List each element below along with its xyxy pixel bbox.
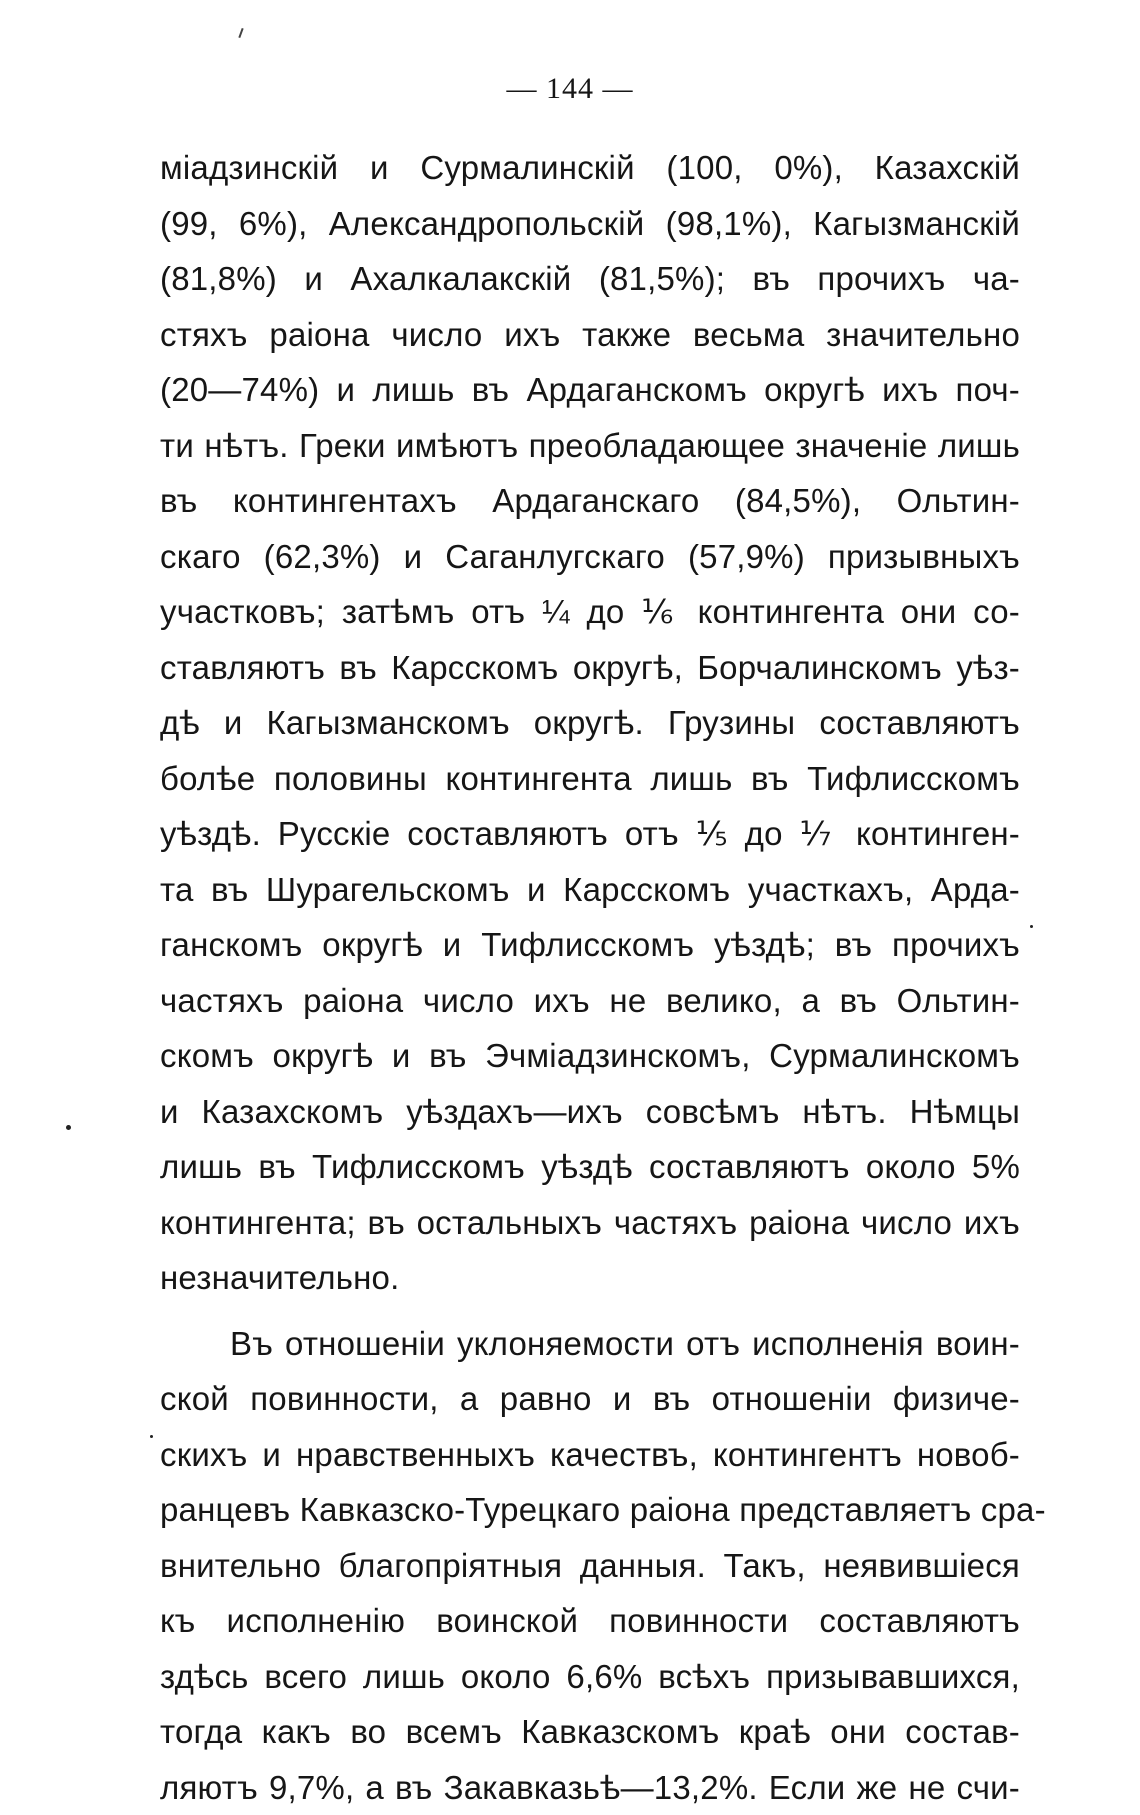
text-line: уѣздѣ. Русскіе составляютъ отъ ⅕ до ⅐ континген- bbox=[160, 806, 1020, 862]
text-line: ставляютъ въ Карсскомъ округѣ, Борчалинскомъ уѣз- bbox=[160, 640, 1020, 696]
ink-speck bbox=[66, 1125, 71, 1130]
ink-speck bbox=[150, 1435, 153, 1438]
text-line: скомъ округѣ и въ Эчміадзинскомъ, Сурмалинскомъ bbox=[160, 1028, 1020, 1084]
text-line: здѣсь всего лишь около 6,6% всѣхъ призывавшихся, bbox=[160, 1649, 1020, 1705]
text-line: ти нѣтъ. Греки имѣютъ преобладающее значеніе лишь bbox=[160, 418, 1020, 474]
text-line: лишь въ Тифлисскомъ уѣздѣ составляютъ около 5% bbox=[160, 1139, 1020, 1195]
text-line: скаго (62,3%) и Саганлугскаго (57,9%) призывныхъ bbox=[160, 529, 1020, 585]
text-line: частяхъ раіона число ихъ не велико, а въ Ольтин- bbox=[160, 973, 1020, 1029]
text-line: ляютъ 9,7%, а въ Закавказьѣ—13,2%. Если же не счи- bbox=[160, 1760, 1020, 1815]
text-line: скихъ и нравственныхъ качествъ, контингентъ новоб- bbox=[160, 1427, 1020, 1483]
paragraph-end-line: незначительно. bbox=[160, 1250, 1020, 1306]
ink-speck bbox=[1030, 925, 1033, 928]
text-line: ранцевъ Кавказско-Турецкаго раіона представляетъ сра- bbox=[160, 1482, 1020, 1538]
text-line: дѣ и Кагызманскомъ округѣ. Грузины составляютъ bbox=[160, 695, 1020, 751]
text-line: (81,8%) и Ахалкалакскій (81,5%); въ прочихъ ча- bbox=[160, 251, 1020, 307]
text-line: стяхъ раіона число ихъ также весьма значительно bbox=[160, 307, 1020, 363]
text-line: и Казахскомъ уѣздахъ—ихъ совсѣмъ нѣтъ. Нѣмцы bbox=[160, 1084, 1020, 1140]
text-line: ской повинности, а равно и въ отношеніи физиче- bbox=[160, 1371, 1020, 1427]
text-line: въ контингентахъ Ардаганскаго (84,5%), Ольтин- bbox=[160, 473, 1020, 529]
text-line: ганскомъ округѣ и Тифлисскомъ уѣздѣ; въ прочихъ bbox=[160, 917, 1020, 973]
text-line: та въ Шурагельскомъ и Карсскомъ участкахъ, Арда- bbox=[160, 862, 1020, 918]
text-line: (20—74%) и лишь въ Ардаганскомъ округѣ ихъ поч- bbox=[160, 362, 1020, 418]
text-line: внительно благопріятныя данныя. Такъ, неявившіеся bbox=[160, 1538, 1020, 1594]
text-line: участковъ; затѣмъ отъ ¼ до ⅙ контингента они со- bbox=[160, 584, 1020, 640]
printer-mark bbox=[238, 28, 243, 38]
text-line: міадзинскій и Сурмалинскій (100, 0%), Казахскій bbox=[160, 140, 1020, 196]
text-line: контингента; въ остальныхъ частяхъ раіона число ихъ bbox=[160, 1195, 1020, 1251]
text-line: (99, 6%), Александропольскій (98,1%), Кагызманскій bbox=[160, 196, 1020, 252]
page-number: — 144 — bbox=[0, 72, 1140, 106]
body-text bbox=[160, 140, 1020, 1815]
text-line: тогда какъ во всемъ Кавказскомъ краѣ они состав- bbox=[160, 1704, 1020, 1760]
paragraph-first-line: Въ отношеніи уклоняемости отъ исполненія воин- bbox=[160, 1316, 1020, 1372]
text-line: болѣе половины контингента лишь въ Тифлисскомъ bbox=[160, 751, 1020, 807]
text-line: къ исполненію воинской повинности составляютъ bbox=[160, 1593, 1020, 1649]
